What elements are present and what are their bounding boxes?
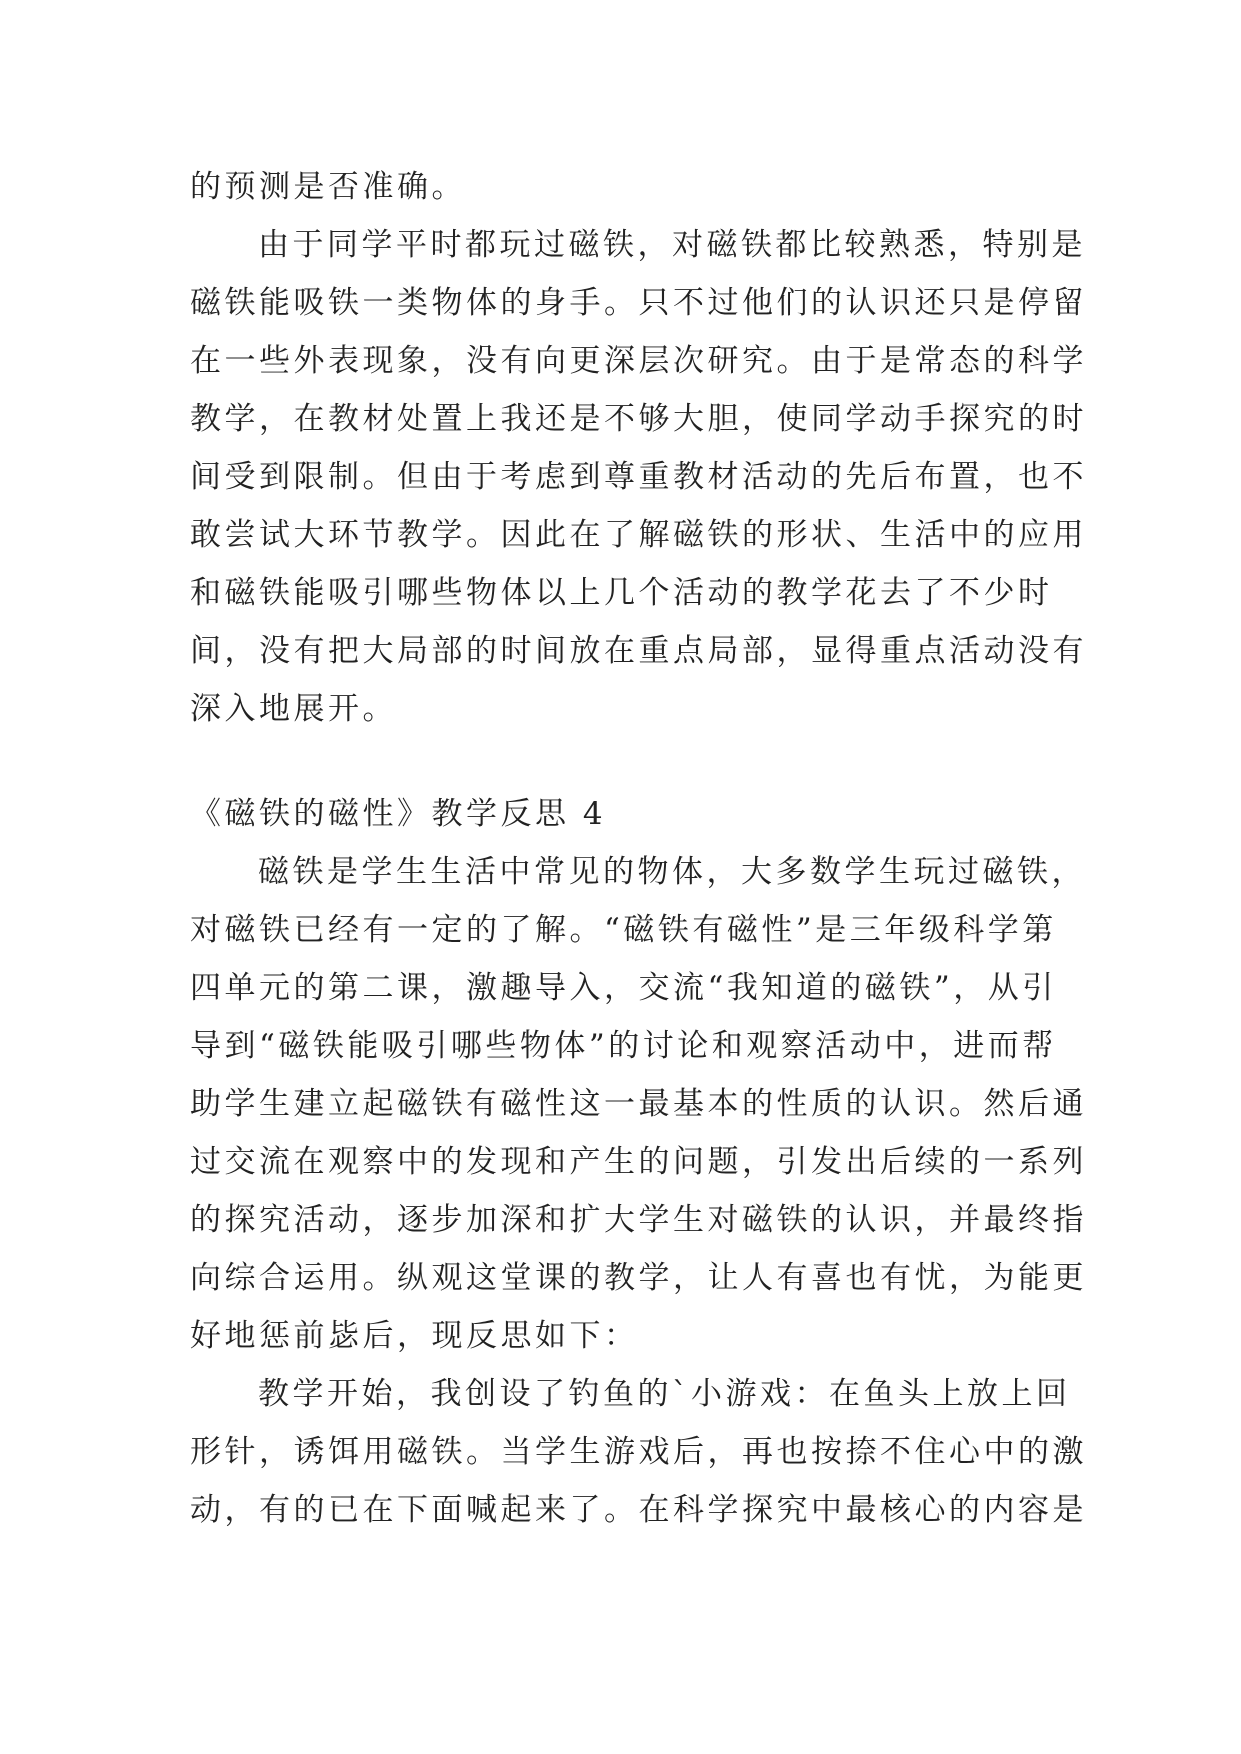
paragraph-line: 四单元的第二课，激趣导入，交流“我知道的磁铁”，从引 [190, 970, 1057, 1006]
section-heading: 《磁铁的磁性》教学反思 4 [190, 796, 607, 832]
paragraph-line: 好地惩前毖后，现反思如下： [190, 1318, 639, 1354]
paragraph-line: 的探究活动，逐步加深和扩大学生对磁铁的认识，并最终指 [190, 1202, 1087, 1238]
paragraph-line: 导到“磁铁能吸引哪些物体”的讨论和观察活动中，进而帮 [190, 1028, 1057, 1064]
paragraph-line: 深入地展开。 [190, 691, 397, 727]
paragraph-line: 的预测是否准确。 [190, 169, 466, 205]
paragraph-line: 磁铁能吸铁一类物体的身手。只不过他们的认识还只是停留 [190, 285, 1087, 321]
reflection-body-continued [190, 158, 1087, 738]
paragraph-line: 助学生建立起磁铁有磁性这一最基本的性质的认识。然后通 [190, 1086, 1087, 1122]
paragraph-line: 敢尝试大环节教学。因此在了解磁铁的形状、生活中的应用 [190, 517, 1087, 553]
paragraph-line: 动，有的已在下面喊起来了。在科学探究中最核心的内容是 [190, 1492, 1087, 1528]
paragraph-line: 间受到限制。但由于考虑到尊重教材活动的先后布置，也不 [190, 459, 1087, 495]
paragraph-line: 间，没有把大局部的时间放在重点局部，显得重点活动没有 [190, 633, 1087, 669]
paragraph-line: 教学开始，我创设了钓鱼的`小游戏：在鱼头上放上回 [258, 1376, 1071, 1412]
paragraph-line: 形针，诱饵用磁铁。当学生游戏后，再也按捺不住心中的激 [190, 1434, 1087, 1470]
paragraph-line: 教学，在教材处置上我还是不够大胆，使同学动手探究的时 [190, 401, 1087, 437]
reflection-section-4 [190, 785, 1087, 1539]
paragraph-line: 和磁铁能吸引哪些物体以上几个活动的教学花去了不少时 [190, 575, 1053, 611]
paragraph-line: 由于同学平时都玩过磁铁，对磁铁都比较熟悉，特别是 [258, 227, 1086, 263]
paragraph-line: 对磁铁已经有一定的了解。“磁铁有磁性”是三年级科学第 [190, 912, 1057, 948]
paragraph-line: 磁铁是学生生活中常见的物体，大多数学生玩过磁铁， [258, 854, 1086, 890]
paragraph-line: 在一些外表现象，没有向更深层次研究。由于是常态的科学 [190, 343, 1087, 379]
paragraph-line: 向综合运用。纵观这堂课的教学，让人有喜也有忧，为能更 [190, 1260, 1087, 1296]
paragraph-line: 过交流在观察中的发现和产生的问题，引发出后续的一系列 [190, 1144, 1087, 1180]
